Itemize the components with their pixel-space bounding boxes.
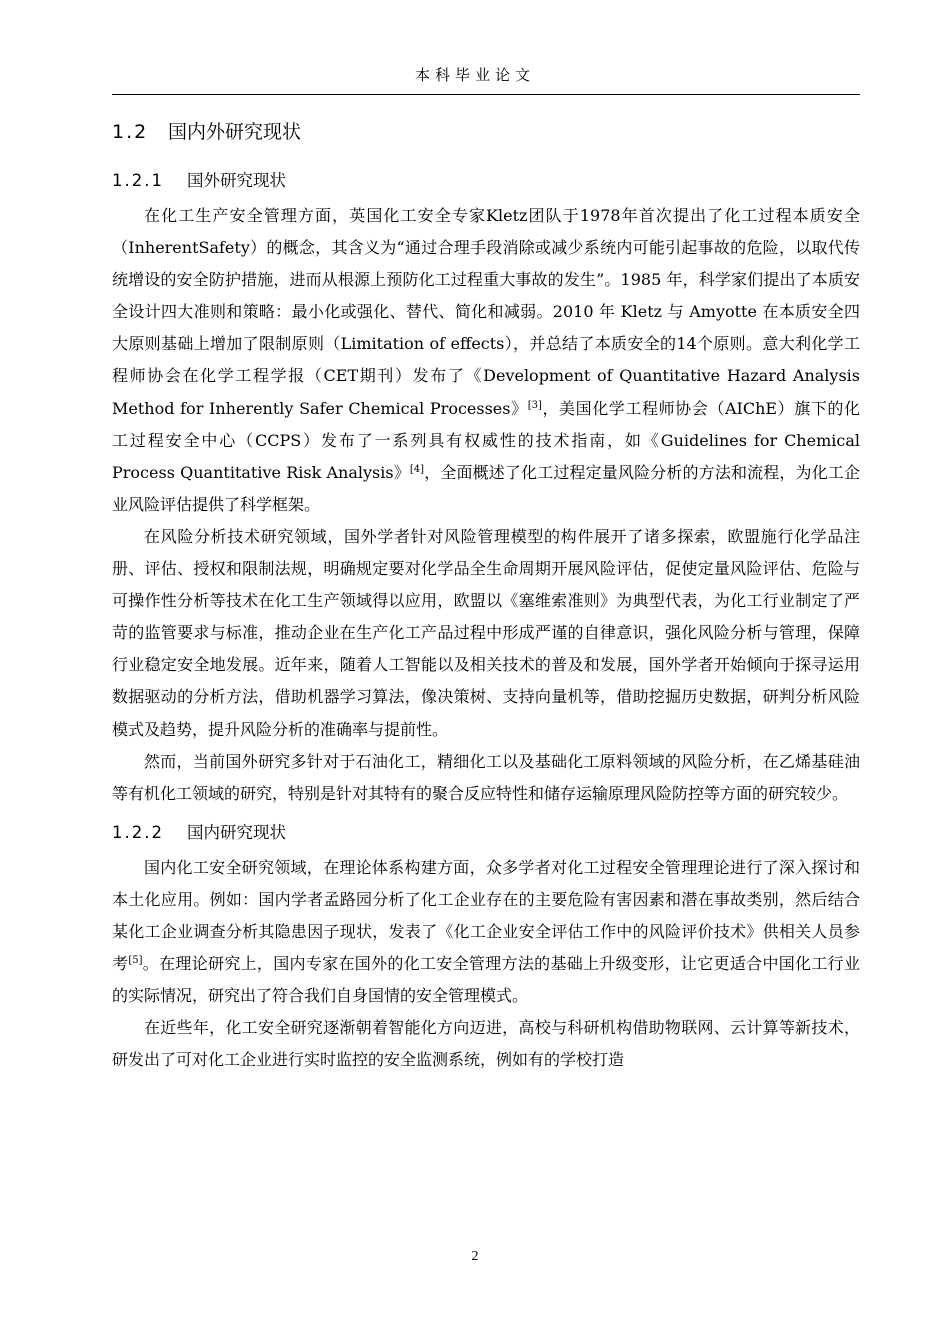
paragraph-foreign-2: 在风险分析技术研究领域，国外学者针对风险管理模型的构件展开了诸多探索，欧盟施行化学品注册、评估、授权和限制法规，明确规定要对化学品全生命周期开展风险评估，促使定量风险评估、危险与可操作性分析等技术在化工生产领域得以应用，欧盟以《塞维索准则》为典型代表，为化工行业制定了严苛的监管要求与标准，推动企业在生产化工产品过程中形成严谨的自律意识，强化风险分析与管理，保障行业稳定安全地发展。近年来，随着人工智能以及相关技术的普及和发展，国外学者开始倾向于探寻运用数据驱动的分析方法，借助机器学习算法，像决策树、支持向量机等，借助挖掘历史数据，研判分析风险模式及趋势，提升风险分析的准确率与提前性。 — [112, 526, 860, 739]
subsection-heading-domestic — [112, 816, 860, 850]
running-header: 本科毕业论文 — [414, 66, 535, 84]
paragraph-text: 在化工生产安全管理方面，英国化工安全专家Kletz团队于1978年首次提出了化工过程本质安全（InherentSafety）的概念，其含义为“通过合理手段消除或减少系统内可能引起事故的危险，以取代传统增设的安全防护措施，进而从根源上预防化工过程重大事故的发生”。1985 年，科学家们提出了本质安全设计四大准则和策略：最小化或强化、替代、简化和减弱。2010 年 Kletz 与 Amyotte 在本质安全四大原则基础上增加了限制原则（Limitation of effects），并总结了本质安全的14个原则。意大利化学工程师协会在化学工程学报（CET期刊）发布了《Development of Quantitative Hazard Analysis Method for Inherently Safer Chemical Processes》 — [112, 206, 860, 418]
paragraph-text: ，全面概述了化工过程定量风险分析的方法和流程，为化工企业风险评估提供了科学框架。 — [112, 462, 860, 514]
section-title: 国内外研究现状 — [168, 121, 302, 143]
section-number: 1.2 — [112, 121, 149, 143]
paragraph-text: 。在理论研究上，国内专家在国外的化工安全管理方法的基础上升级变形，让它更适合中国化工行业的实际情况，研究出了符合我们自身国情的安全管理模式。 — [112, 954, 860, 1006]
subsection-number: 1.2.1 — [112, 171, 164, 190]
page-content — [112, 112, 860, 1076]
paragraph-foreign-1 — [112, 200, 860, 521]
section-heading — [112, 112, 860, 152]
subsection-title: 国内研究现状 — [187, 822, 286, 842]
paragraph-domestic-2: 在近些年，化工安全研究逐渐朝着智能化方向迈进，高校与科研机构借助物联网、云计算等新技术，研发出了可对化工企业进行实时监控的安全监测系统，例如有的学校打造 — [112, 1018, 860, 1070]
citation-ref: [4] — [409, 463, 425, 475]
citation-ref: [5] — [128, 955, 143, 967]
subsection-number: 1.2.2 — [112, 822, 164, 842]
paragraph-foreign-3: 然而，当前国外研究多针对于石油化工，精细化工以及基础化工原料领域的风险分析，在乙烯基硅油等有机化工领域的研究，特别是针对其特有的聚合反应特性和储存运输原理风险防控等方面的研究较少。 — [112, 751, 860, 803]
citation-ref: [3] — [527, 399, 542, 411]
page-number: 2 — [471, 1249, 479, 1264]
header-rule — [112, 94, 860, 95]
subsection-heading-foreign — [112, 164, 860, 198]
paragraph-domestic-1 — [112, 852, 860, 1012]
paragraph-text: ，美国化学工程师协会（AIChE）旗下的化工过程安全中心（CCPS）发布了一系列具有权威性的技术指南，如《Guidelines for Chemical Process Quantitative Risk Analysis》 — [112, 398, 860, 482]
paragraph-text: 国内化工安全研究领域，在理论体系构建方面，众多学者对化工过程安全管理理论进行了深入探讨和本土化应用。例如：国内学者孟路园分析了化工企业存在的主要危险有害因素和潜在事故类别，然后结合某化工企业调查分析其隐患因子现状，发表了《化工企业安全评估工作中的风险评价技术》供相关人员参考 — [112, 857, 860, 974]
subsection-title: 国外研究现状 — [187, 171, 286, 190]
